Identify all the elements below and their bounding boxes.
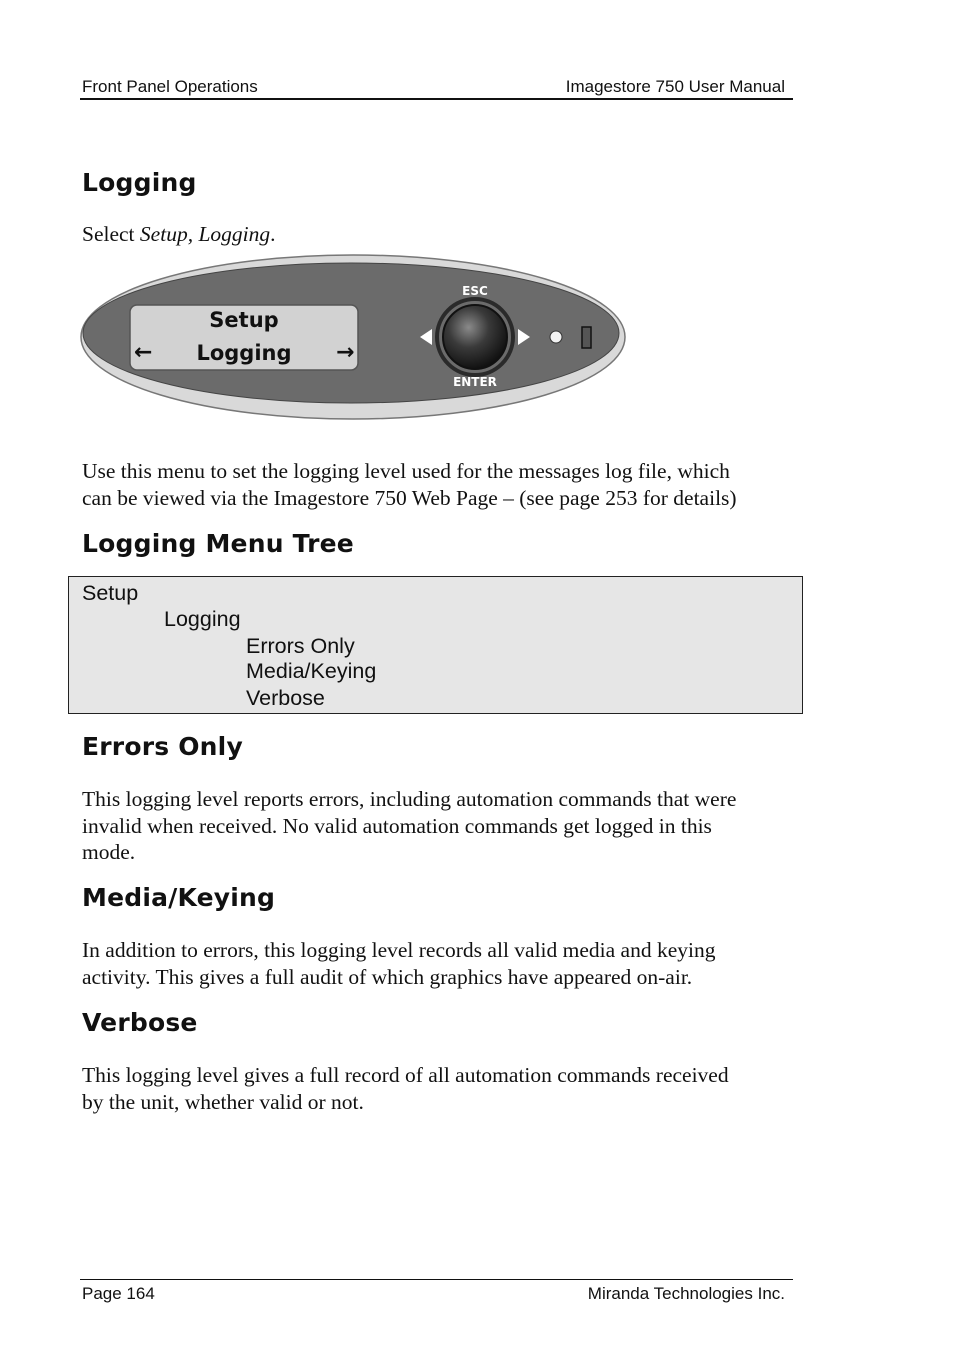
tree-option-verbose: Verbose (246, 686, 325, 710)
verbose-paragraph (82, 1062, 802, 1115)
footer-company: Miranda Technologies Inc. (587, 1284, 785, 1303)
selector-knob[interactable] (437, 299, 513, 375)
header-manual-title: Imagestore 750 User Manual (565, 77, 785, 96)
lcd-line-2: Logging (196, 341, 292, 365)
tree-option-errors-only: Errors Only (246, 634, 355, 658)
paragraph-line: invalid when received. No valid automation commands get logged in this (82, 813, 712, 838)
heading-logging: Logging (82, 168, 197, 197)
intro-suffix: . (270, 222, 276, 246)
lcd-line-1: Setup (209, 308, 279, 332)
tree-root-setup: Setup (82, 581, 139, 605)
front-panel-illustration (80, 253, 626, 421)
header-section-title: Front Panel Operations (82, 77, 258, 96)
errors-only-paragraph (82, 786, 802, 866)
menu-tree-box (68, 576, 803, 714)
heading-menu-tree: Logging Menu Tree (82, 529, 354, 558)
lcd-right-arrow-icon: → (336, 340, 355, 365)
intro-menu-path: Setup, Logging (139, 222, 271, 246)
heading-verbose: Verbose (82, 1008, 198, 1037)
tree-option-media-keying: Media/Keying (246, 659, 377, 683)
intro-prefix: Select (82, 222, 140, 246)
logging-description (82, 458, 802, 511)
footer-page-number: Page 164 (82, 1284, 155, 1303)
paragraph-line: by the unit, whether valid or not. (82, 1089, 364, 1114)
heading-errors-only: Errors Only (82, 732, 243, 761)
page-footer (80, 1279, 793, 1306)
esc-button-label[interactable]: ESC (462, 284, 488, 298)
enter-button-label[interactable]: ENTER (453, 375, 497, 389)
paragraph-line: This logging level gives a full record of all automation commands received (82, 1063, 729, 1087)
media-keying-paragraph (82, 937, 802, 990)
lcd-left-arrow-icon: ← (134, 340, 153, 365)
paragraph-line: activity. This gives a full audit of which graphics have appeared on-air. (82, 964, 693, 989)
status-led-icon (550, 331, 562, 343)
page-header (80, 76, 793, 100)
heading-media-keying: Media/Keying (82, 883, 276, 912)
description-line: Use this menu to set the logging level used for the messages log file, which (82, 459, 730, 483)
paragraph-line: mode. (82, 840, 136, 864)
paragraph-line: This logging level reports errors, including automation commands that were (82, 787, 737, 811)
paragraph-line: In addition to errors, this logging level records all valid media and keying (82, 938, 716, 962)
panel-slot-icon (582, 327, 591, 348)
tree-node-logging: Logging (164, 607, 241, 631)
logging-intro (82, 221, 802, 248)
description-line: can be viewed via the Imagestore 750 Web Page – (see page 253 for details) (82, 485, 737, 510)
